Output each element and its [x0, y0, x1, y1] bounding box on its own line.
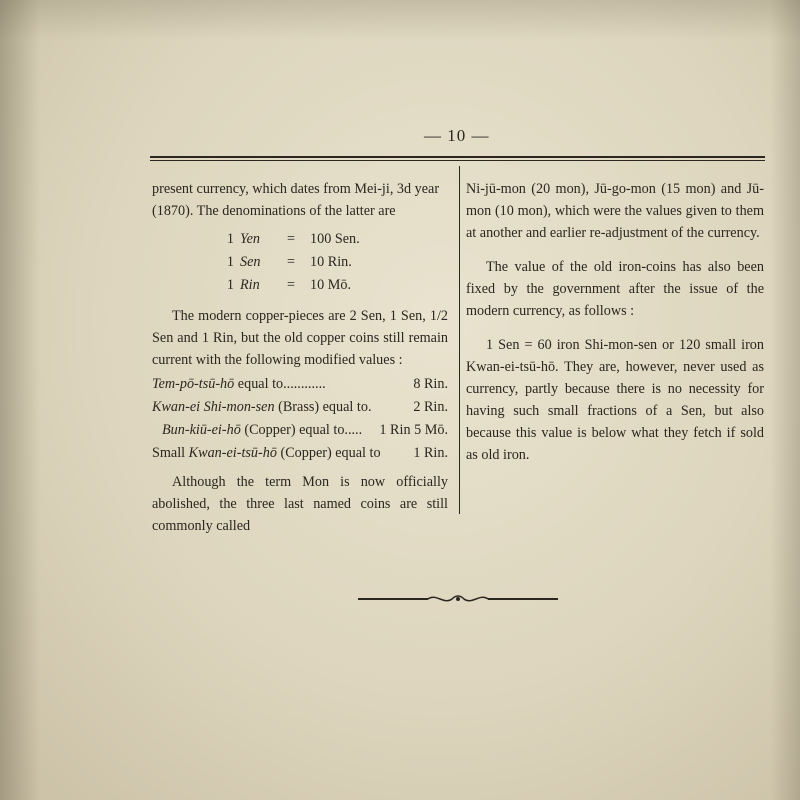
intro-line-1: present currency, which dates from Mei-ji, 3d year	[152, 181, 440, 197]
coin-label	[162, 419, 362, 442]
denomination-value: 10 Mō.	[310, 277, 351, 293]
continuation-paragraph: Ni-jū-mon (20 mon), Jū-go-mon (15 mon) and Jū-mon (10 mon), which were the values given to them at another and earlier re-adjustment of the currency.	[466, 181, 764, 241]
coin-value: 1 Rin.	[413, 445, 448, 461]
page-edge-shadow	[770, 0, 800, 800]
coin-value: 2 Rin.	[413, 399, 448, 415]
coin-equal-text: (Copper) equal to.....	[240, 422, 363, 438]
ornament-divider	[358, 590, 558, 608]
denomination-qty: 1	[226, 277, 234, 293]
coin-value: 1 Rin 5 Mō.	[379, 422, 448, 438]
denomination-value: 10 Rin.	[310, 254, 352, 270]
denomination-table	[210, 228, 448, 297]
denomination-unit: Yen	[240, 231, 260, 247]
denomination-unit: Sen	[240, 254, 261, 270]
column-divider	[459, 166, 460, 514]
coin-name: Kwan-ei-tsū-hō	[188, 445, 277, 461]
coin-equal-text: (Brass) equal to.	[274, 399, 372, 415]
page-number: — 10 —	[424, 126, 490, 145]
iron-coins-paragraph: The value of the old iron-coins has also been fixed by the government after the issue of the modern currency, as follows :	[466, 259, 764, 319]
mon-paragraph: Although the term Mon is now officially abolished, the three last named coins are still commonly called	[152, 474, 448, 534]
coin-value-list	[152, 373, 448, 465]
header-rule-thin	[150, 160, 765, 161]
denomination-value: 100 Sen.	[310, 231, 360, 247]
page-gutter-shadow	[0, 0, 40, 800]
coin-equal-text: (Copper) equal to	[276, 445, 381, 461]
page-top-shadow	[0, 0, 800, 40]
copper-paragraph: The modern copper-pieces are 2 Sen, 1 Sen, 1/2 Sen and 1 Rin, but the old copper coins still remain current with the following modified values :	[152, 308, 448, 368]
denomination-qty: 1	[226, 254, 234, 270]
denomination-sign: =	[286, 277, 295, 293]
coin-value-row	[152, 442, 448, 465]
coin-prefix: Small	[152, 445, 189, 461]
coin-label	[152, 442, 381, 465]
denomination-unit: Rin	[240, 277, 260, 293]
coin-value-row	[152, 373, 448, 396]
denomination-sign: =	[286, 254, 295, 270]
coin-value-row	[152, 396, 448, 419]
coin-name: Bun-kiū-ei-hō	[162, 422, 241, 438]
iron-value-paragraph: 1 Sen = 60 iron Shi-mon-sen or 120 small iron Kwan-ei-tsū-hō. They are, however, never used as currency, partly because there is no necessity for having such small fractions of a Sen, but also because this value is below what they fetch if sold as old iron.	[466, 337, 764, 463]
coin-name: Kwan-ei Shi-mon-sen	[152, 399, 275, 415]
header-rule-thick	[150, 156, 765, 158]
coin-label	[152, 396, 372, 419]
denomination-sign: =	[286, 231, 295, 247]
coin-equal-text: equal to............	[234, 376, 326, 392]
intro-line-2: (1870). The denominations of the latter are	[152, 203, 396, 219]
denomination-qty: 1	[226, 231, 234, 247]
coin-value-row	[152, 419, 448, 442]
coin-name: Tem-pō-tsū-hō	[152, 376, 235, 392]
right-column	[466, 178, 764, 466]
coin-label	[152, 373, 326, 396]
left-column	[152, 178, 448, 537]
coin-value: 8 Rin.	[413, 376, 448, 392]
